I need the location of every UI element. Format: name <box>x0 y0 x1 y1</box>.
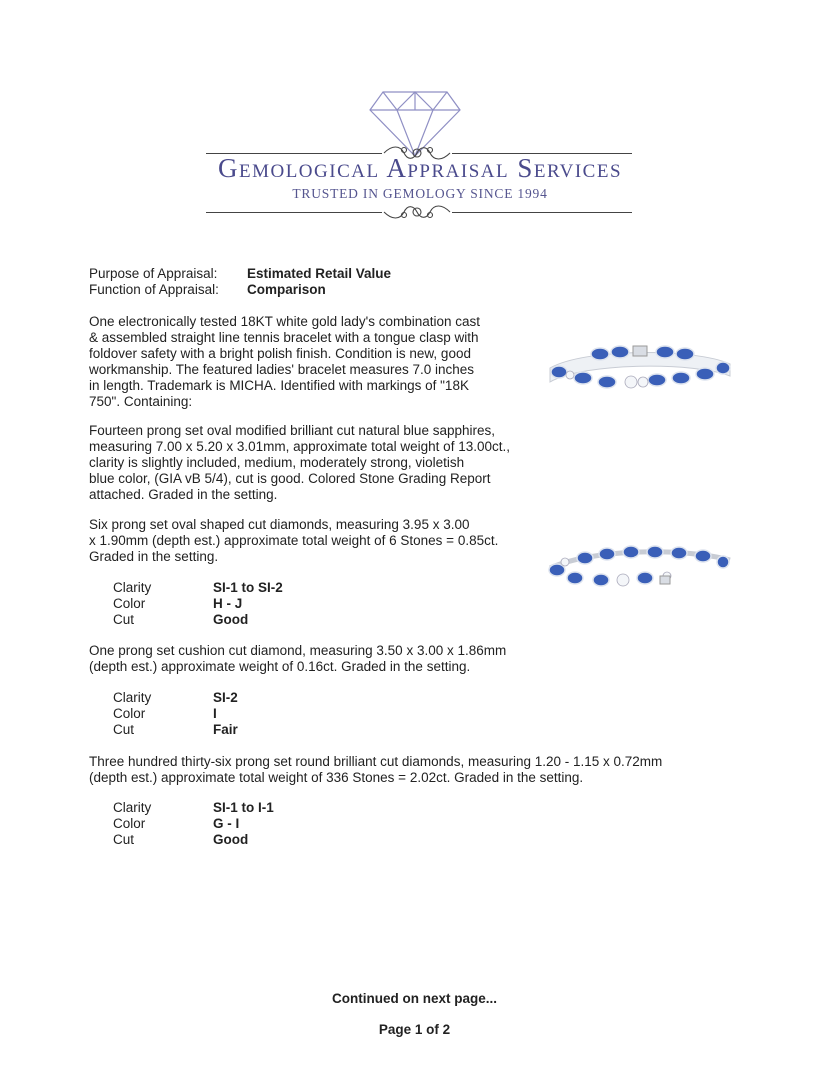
oval-diamonds-paragraph <box>89 517 519 565</box>
intro-line: foldover safety with a bright polish finish. Condition is new, good <box>89 346 471 361</box>
round-color-value: G - I <box>213 816 240 831</box>
bracelet-photo-top <box>545 340 735 400</box>
round-clarity-value: SI-1 to I-1 <box>213 800 274 815</box>
purpose-value: Estimated Retail Value <box>247 266 392 281</box>
page-number: Page 1 of 2 <box>378 1022 451 1037</box>
oval-clarity-label: Clarity <box>113 580 152 595</box>
oval-diamonds-line: x 1.90mm (depth est.) approximate total weight of 6 Stones = 0.85ct. <box>89 533 499 548</box>
sapphires-line: Fourteen prong set oval modified brilliant cut natural blue sapphires, <box>89 423 495 438</box>
intro-paragraph <box>89 314 519 410</box>
intro-line: workmanship. The featured ladies' bracelet measures 7.0 inches <box>89 362 475 377</box>
round-clarity-label: Clarity <box>113 800 152 815</box>
oval-diamonds-line: Six prong set oval shaped cut diamonds, measuring 3.95 x 3.00 <box>89 517 470 532</box>
round-color-label: Color <box>113 816 146 831</box>
intro-line: & assembled straight line tennis bracelet with a tongue clasp with <box>89 330 479 345</box>
intro-line: One electronically tested 18KT white gold lady's combination cast <box>89 314 481 329</box>
sapphires-line: blue color, (GIA vB 5/4), cut is good. Colored Stone Grading Report <box>89 471 491 486</box>
cushion-clarity-value: SI-2 <box>213 690 238 705</box>
oval-clarity-value: SI-1 to SI-2 <box>213 580 283 595</box>
function-value: Comparison <box>247 282 326 297</box>
round-cut-value: Good <box>213 832 249 847</box>
ornament-bottom-icon <box>382 202 452 222</box>
sapphires-line: attached. Graded in the setting. <box>89 487 278 502</box>
sapphires-line: measuring 7.00 x 5.20 x 3.01mm, approximate total weight of 13.00ct., <box>89 439 510 454</box>
purpose-label: Purpose of Appraisal: <box>89 266 218 281</box>
bracelet-photo-bottom <box>545 540 735 600</box>
sapphires-line: clarity is slightly included, medium, moderately strong, violetish <box>89 455 465 470</box>
cushion-color-value: I <box>213 706 217 721</box>
oval-cut-label: Cut <box>113 612 135 627</box>
oval-color-label: Color <box>113 596 146 611</box>
oval-cut-value: Good <box>213 612 249 627</box>
sapphires-paragraph <box>89 423 529 503</box>
cushion-line: One prong set cushion cut diamond, measuring 3.50 x 3.00 x 1.86mm <box>89 643 507 658</box>
cushion-color-label: Color <box>113 706 146 721</box>
round-cut-label: Cut <box>113 832 135 847</box>
round-diamonds-line: Three hundred thirty-six prong set round brilliant cut diamonds, measuring 1.20 - 1.15 x 0.72mm <box>89 754 663 769</box>
round-diamonds-line: (depth est.) approximate total weight of 336 Stones = 2.02ct. Graded in the setting. <box>89 770 584 785</box>
round-diamonds-paragraph <box>89 754 789 786</box>
cushion-paragraph <box>89 643 689 675</box>
company-name: Gemological Appraisal Services <box>217 153 623 183</box>
company-tagline: TRUSTED IN GEMOLOGY SINCE 1994 <box>292 186 548 201</box>
header-rule-bottom-right <box>452 212 632 213</box>
intro-line: in length. Trademark is MICHA. Identified with markings of "18K <box>89 378 469 393</box>
intro-line: 750". Containing: <box>89 394 193 409</box>
cushion-clarity-label: Clarity <box>113 690 152 705</box>
function-label: Function of Appraisal: <box>89 282 219 297</box>
oval-diamonds-line: Graded in the setting. <box>89 549 219 564</box>
oval-color-value: H - J <box>213 596 243 611</box>
header-rule-bottom-left <box>206 212 382 213</box>
cushion-cut-value: Fair <box>213 722 238 737</box>
cushion-line: (depth est.) approximate weight of 0.16ct. Graded in the setting. <box>89 659 471 674</box>
cushion-cut-label: Cut <box>113 722 135 737</box>
continued-note: Continued on next page... <box>332 991 497 1006</box>
